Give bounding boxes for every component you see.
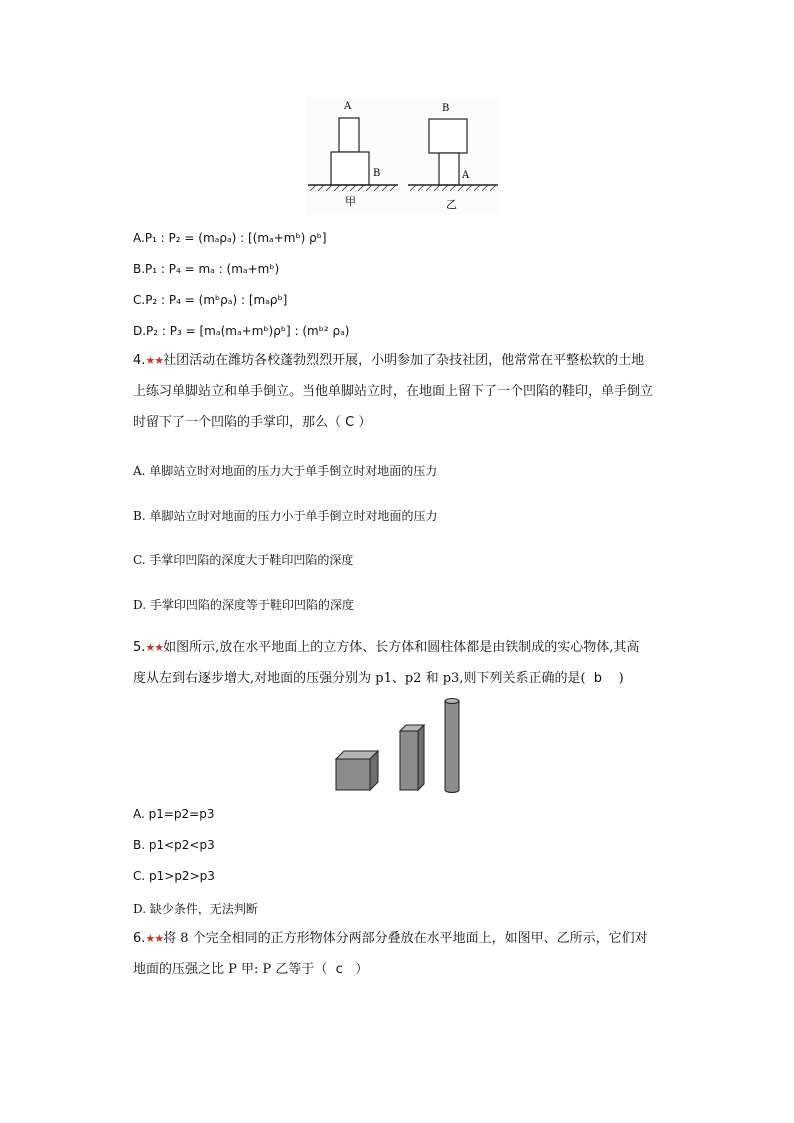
- q6-line-2: 地面的压强之比 P 甲: P 乙等于（ c ）: [133, 962, 369, 977]
- q4-option-b: B. 单脚站立时对地面的压力小于单手倒立时对地面的压力: [133, 509, 438, 523]
- q4-option-d: D. 手掌印凹陷的深度等于鞋印凹陷的深度: [133, 598, 354, 612]
- q6-line-1: [133, 932, 648, 945]
- q4-stars: ★★: [145, 354, 164, 367]
- block-a-left: [339, 118, 359, 152]
- q4-text-1: 社团活动在潍坊各校蓬勃烈烈开展，小明参加了杂技社团，他常常在平整松软的土地: [163, 353, 645, 368]
- block-b-right: [429, 119, 467, 153]
- q5-option-c: C. p1>p2>p3: [133, 869, 215, 883]
- prism-shape: [400, 725, 424, 790]
- q6-text-1: 将 8 个完全相同的正方形物体分两部分叠放在水平地面上，如图甲、乙所示，它们对: [163, 931, 648, 946]
- cylinder-shape: [445, 699, 459, 793]
- q4-option-c: C. 手掌印凹陷的深度大于鞋印凹陷的深度: [133, 553, 354, 567]
- q5-option-b: B. p1<p2<p3: [133, 838, 215, 852]
- block-a-right: [439, 153, 459, 185]
- q4-line-2: 上练习单脚站立和单手倒立。当他单脚站立时，在地面上留下了一个凹陷的鞋印，单手倒立: [133, 384, 654, 399]
- q5-line-1: [133, 641, 639, 654]
- q4-option-a: A. 单脚站立时对地面的压力大于单手倒立时对地面的压力: [133, 464, 438, 478]
- q4-line-1: [133, 354, 644, 367]
- label-a-right: A: [462, 170, 470, 181]
- q5-text-1: 如图所示,放在水平地面上的立方体、长方体和圆柱体都是由铁制成的实心物体,其高: [163, 640, 640, 655]
- q4-line-3: 时留下了一个凹陷的手掌印，那么（ C ）: [133, 415, 372, 430]
- q4-number: 4.: [133, 353, 146, 368]
- label-b-right: B: [373, 168, 381, 179]
- q4-text-3: 时留下了一个凹陷的手掌印，那么（: [133, 415, 342, 430]
- q3-option-b: B.P₁ : P₄ = mₐ : (mₐ+mᵇ): [133, 262, 280, 276]
- caption-jia: 甲: [345, 195, 356, 208]
- caption-yi: 乙: [446, 198, 457, 211]
- q3-option-c: C.P₂ : P₄ = (mᵇρₐ) : [mₐρᵇ]: [133, 293, 288, 307]
- figure-blocks-diagram: [305, 97, 500, 215]
- q5-text-2: 度从左到右逐步增大,对地面的压强分别为 p1、p2 和 p3,则下列关系正确的是(: [133, 671, 586, 686]
- q5-stars: ★★: [145, 641, 164, 654]
- q6-text-2: 地面的压强之比 P 甲: P 乙等于（: [133, 962, 328, 977]
- q5-option-a: A. p1=p2=p3: [133, 807, 215, 821]
- q6-number: 6.: [133, 931, 146, 946]
- q5-answer: b: [593, 671, 603, 686]
- label-b-top: B: [442, 103, 450, 114]
- label-a-top: A: [344, 101, 352, 112]
- q5-line-2: 度从左到右逐步增大,对地面的压强分别为 p1、p2 和 p3,则下列关系正确的是( b ): [133, 671, 624, 686]
- q3-option-d: D.P₂ : P₃ = [mₐ(mₐ+mᵇ)ρᵇ] : (mᵇ² ρₐ): [133, 324, 350, 338]
- q6-answer: c: [335, 962, 343, 977]
- q5-option-d: D. 缺少条件，无法判断: [133, 902, 258, 916]
- q5-number: 5.: [133, 640, 146, 655]
- block-b-left: [331, 152, 369, 185]
- q4-answer: C: [345, 415, 355, 430]
- q6-stars: ★★: [145, 932, 164, 945]
- figure-solids-diagram: [332, 694, 464, 794]
- cube-shape: [336, 751, 378, 790]
- q3-option-a: A.P₁ : P₂ = (mₐρₐ) : [(mₐ+mᵇ) ρᵇ]: [133, 231, 327, 245]
